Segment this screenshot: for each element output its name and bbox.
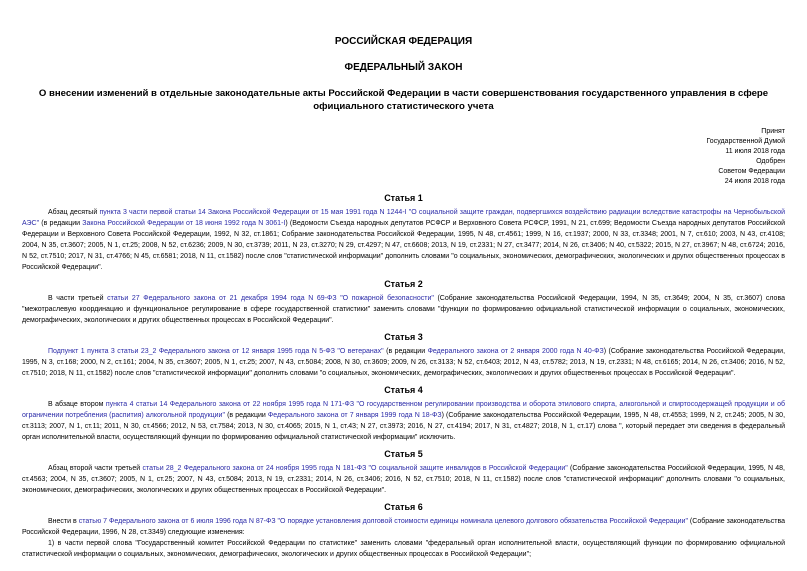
law-link[interactable]: Федерального закона от 7 января 1999 года N 18-ФЗ [267, 412, 442, 419]
text-run: ) (Собрание законодательства Российской Федерации, 1995, N 48, ст.4553; 1999, N 2, ст.245; 2005, N 30, ст.3113; 2007, N 1, ст.11; 2011, N 30, ст.4566; 2012, N 53, ст.7584; 2013, N 30, ст.4065; 2015, N 1, ст.43; N 27, ст.3973; 2016, N 27, ст.4194; 2017, N 31, ст.4827; 2018, N 1, ст.17) слова ", который передает эти сведения в федеральный орган исполнительной власти, осуществляющий функции по формированию официальной статистической информации" исключить. [22, 412, 786, 441]
law-link[interactable]: Подпункт 1 пункта 3 статьи 23_2 Федерального закона от 12 января 1995 года N 5-ФЗ "О ветеранах" [48, 348, 384, 355]
adoption-council-date: 24 июля 2018 года [724, 178, 785, 185]
article-3-text [22, 346, 785, 379]
text-run: Абзац десятый [48, 209, 100, 216]
article-2-heading: Статья 2 [384, 279, 423, 289]
text-run: ) (Собрание законодательства Российской Федерации, 1995, N 3, ст.168; 2000, N 2, ст.161; 2004, N 35, ст.3607; 2005, N 1, ст.25; 2007, N 43, ст.5084; 2008, N 30, ст.3609; 2009, N 26, ст.3133; N 52, ст.6403; 2012, N 43, ст.5782; 2013, N 19, ст.2331; N 48, ст.6165; 2014, N 26, ст.3406; 2016, N 52, ст.7510; 2018, N 11, ст.1582) после слов "статистической информации" дополнить словами "о социальных, экономических, демографических, экологических и других общественных процессах в Российской Федерации". [22, 348, 786, 377]
text-run: В части третьей [48, 295, 108, 302]
law-link[interactable]: пункта 4 статьи 14 Федерального закона от 22 ноября 1995 года N 171-ФЗ "О государственном регулировании производства и оборота этилового спирта, алкогольной и спиртосодержащей продукции и об ограничении потребления (распития) алкогольной продукции" [22, 401, 785, 419]
adoption-approved: Одобрен [756, 158, 785, 165]
article-6-item-1: 1) в части первой слова "Государственный комитет Российской Федерации по статистике" заменить словами "федеральный орган исполнительной власти, осуществляющий функции по формированию официальной статистической информации о социальных, экономических, демографических, экологических и других общественных процессах в Российской Федерации"; [22, 540, 785, 558]
article-5-text [22, 463, 785, 496]
article-5-heading: Статья 5 [384, 449, 423, 459]
law-link[interactable]: Федерального закона от 2 января 2000 года N 40-ФЗ [427, 348, 604, 355]
adoption-duma: Государственной Думой [706, 138, 785, 145]
law-type-heading: ФЕДЕРАЛЬНЫЙ ЗАКОН [344, 62, 463, 73]
text-run: (Собрание законодательства Российской Федерации, 1994, N 35, ст.3649; 2004, N 35, ст.3607) слова "межотраслевую координацию и функциональное регулирование в сфере государственной статистики" заменить словами "функции по формированию официальной статистической информации о социальных, экономических, демографических, экологических и других общественных процессах в Российской Федерации". [22, 295, 785, 324]
law-link[interactable]: пункта 3 части первой статьи 14 Закона Российской Федерации от 15 мая 1991 года N 1244-I "О социальной защите граждан, подвергшихся воздействию радиации вследствие катастрофы на Чернобыльской АЭС" [22, 209, 785, 227]
article-6-heading: Статья 6 [384, 502, 423, 512]
text-run: (Собрание законодательства Российской Федерации, 1996, N 28, ст.3349) следующие изменения: [22, 518, 785, 536]
article-1-heading: Статья 1 [384, 193, 423, 203]
article-1-text [22, 207, 785, 273]
text-run: (в редакции [39, 220, 83, 227]
adoption-accepted: Принят [761, 128, 785, 135]
text-run: Внести в [48, 518, 79, 525]
country-heading: РОССИЙСКАЯ ФЕДЕРАЦИЯ [334, 36, 473, 47]
article-6-text [22, 516, 785, 538]
adoption-block [22, 127, 785, 187]
article-2-text [22, 293, 785, 326]
article-4-text [22, 399, 785, 443]
text-run: (в редакции [224, 412, 268, 419]
text-run: ) (Ведомости Съезда народных депутатов РСФСР и Верховного Совета РСФСР, 1991, N 21, ст.699; Ведомости Съезда народных депутатов Российской Федерации и Верховного Совета Российской Федерации, 1992, N 32, ст.1861; Собрание законодательства Российской Федерации, 1995, N 48, ст.4561; 1999, N 16, ст.1937; 2000, N 33, ст.3348; 2001, N 7, ст.610; 2003, N 43, ст.4108; 2004, N 35, ст.3607; 2005, N 1, ст.25; 2008, N 52, ст.6236; 2009, N 30, ст.3739; 2011, N 23, ст.3270; N 29, ст.4297; N 47, ст.6608; 2013, N 19, ст.2331; N 27, ст.3477; 2014, N 26, ст.3406; N 40, ст.5322; 2015, N 27, ст.3967; N 48, ст.6724; 2016, N 52, ст.7510; 2017, N 31, ст.4766; N 45, ст.6581; 2018, N 11, ст.1582) после слов "статистической информации" дополнить словами "о социальных, экономических, демографических, экологических и других общественных процессах в Российской Федерации". [22, 220, 786, 271]
text-run: (в редакции [383, 348, 428, 355]
text-run: Абзац второй части третьей [48, 465, 143, 472]
text-run: В абзаце втором [48, 401, 106, 408]
law-title: О внесении изменений в отдельные законодательные акты Российской Федерации в части совершенствования государственного управления в сфере официального статистического учета [38, 88, 769, 112]
law-link[interactable]: статьи 27 Федерального закона от 21 декабря 1994 года N 69-ФЗ "О пожарной безопасности" [107, 295, 434, 302]
law-link[interactable]: статью 7 Федерального закона от 6 июля 1996 года N 87-ФЗ "О порядке установления долговой стоимости единицы номинала целевого долгового обязательства Российской Федерации" [78, 518, 688, 525]
law-link[interactable]: Закона Российской Федерации от 18 июня 1992 года N 3061-I [82, 220, 286, 227]
article-4-heading: Статья 4 [384, 385, 423, 395]
text-run: (Собрание законодательства Российской Федерации, 1995, N 48, ст.4563; 2004, N 35, ст.3607; 2005, N 1, ст.25; 2007, N 43, ст.5084; 2013, N 19, ст.2331; 2014, N 26, ст.3406; 2016, N 52, ст.7510; 2018, N 11, ст.1582) после слов "статистической информации" дополнить словами "о социальных, экономических, демографических, экологических и других общественных процессах в Российской Федерации". [22, 465, 785, 494]
adoption-duma-date: 11 июля 2018 года [725, 148, 785, 155]
adoption-council: Советом Федерации [718, 168, 785, 175]
article-3-heading: Статья 3 [384, 332, 423, 342]
law-link[interactable]: статьи 28_2 Федерального закона от 24 ноября 1995 года N 181-ФЗ "О социальной защите инвалидов в Российской Федерации" [142, 465, 568, 472]
